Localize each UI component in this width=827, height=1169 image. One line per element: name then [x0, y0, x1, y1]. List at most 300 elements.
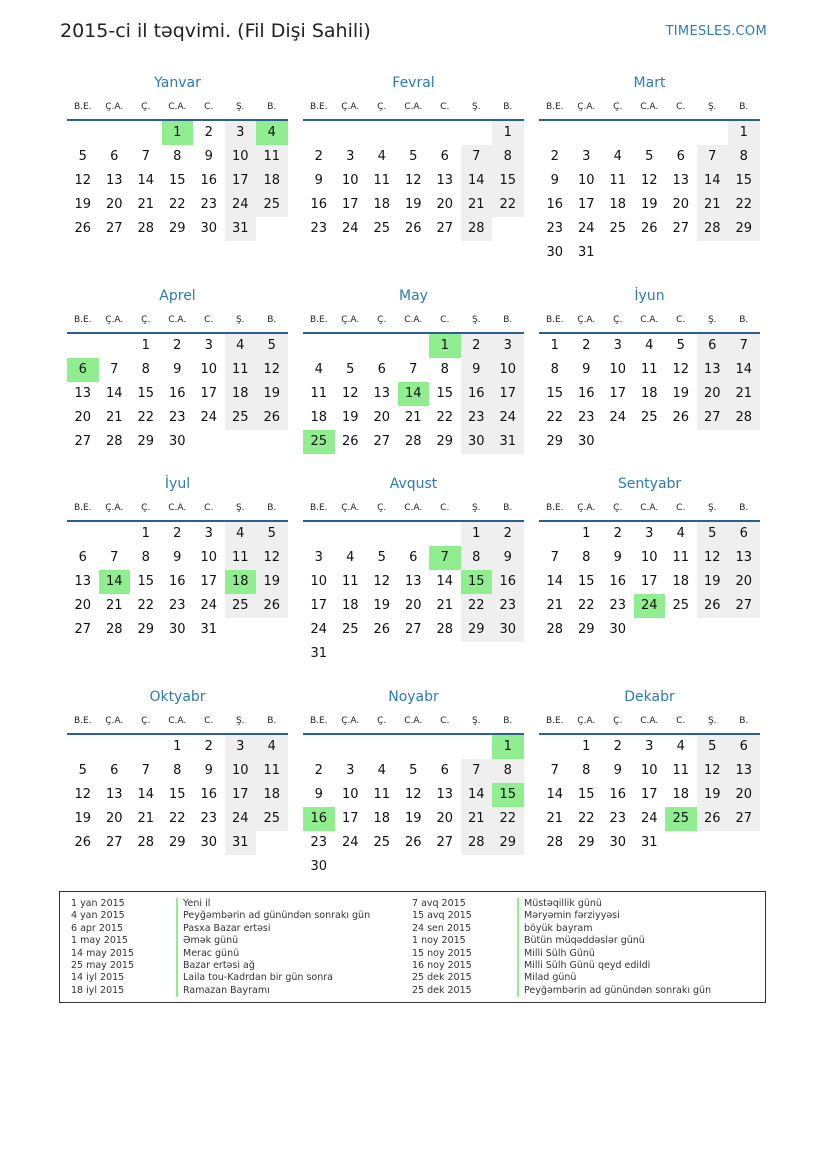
legend-date: 14 iyl 2015	[71, 972, 125, 984]
empty-cell	[398, 735, 430, 759]
legend-holiday-name: Əmək günü	[176, 935, 238, 947]
day-cell: 17	[341, 197, 359, 212]
day-cell: 16	[492, 570, 524, 594]
weekday-label: Ç.A.	[577, 101, 596, 112]
day-cell: 13	[728, 546, 760, 570]
day-cell: 10	[200, 550, 218, 565]
month-block	[303, 72, 524, 241]
day-grid	[303, 121, 524, 241]
day-cell: 26	[373, 622, 391, 637]
day-cell: 31	[640, 835, 658, 850]
day-cell: 17	[200, 386, 218, 401]
day-cell: 7	[409, 362, 418, 377]
day-cell: 6	[409, 550, 418, 565]
day-cell: 1	[550, 338, 559, 353]
day-cell: 20	[697, 382, 729, 406]
day-cell: 4	[225, 334, 257, 358]
day-cell: 25	[256, 193, 288, 217]
weekday-label: Ç.	[377, 502, 387, 513]
day-cell: 22	[168, 811, 186, 826]
day-cell: 20	[728, 570, 760, 594]
day-cell: 24	[577, 221, 595, 236]
legend-holiday-name: Laila tou-Kadrdan bir gün sonra	[176, 972, 333, 984]
day-cell: 2	[173, 526, 182, 541]
day-cell: 11	[256, 145, 288, 169]
day-cell: 30	[168, 434, 186, 449]
holiday-day-cell: 18	[225, 570, 257, 594]
weekday-label: C.A.	[640, 101, 659, 112]
day-cell: 9	[204, 149, 213, 164]
day-cell: 29	[577, 835, 595, 850]
month-name: İyun	[634, 288, 665, 304]
day-cell: 21	[105, 598, 123, 613]
empty-cell	[67, 121, 99, 145]
legend-holiday-name: Ramazan Bayramı	[176, 985, 270, 997]
holiday-day-cell: 1	[492, 735, 524, 759]
day-cell: 8	[440, 362, 449, 377]
day-cell: 12	[341, 386, 359, 401]
day-cell: 3	[346, 149, 355, 164]
weekday-label: Ç.	[141, 502, 151, 513]
day-cell: 12	[404, 173, 422, 188]
day-cell: 21	[137, 197, 155, 212]
weekday-label: C.	[204, 715, 214, 726]
day-cell: 4	[346, 550, 355, 565]
day-cell: 17	[640, 574, 658, 589]
holiday-day-cell: 1	[162, 121, 194, 145]
weekday-label: C.	[676, 502, 686, 513]
day-cell: 23	[310, 221, 328, 236]
day-cell: 19	[256, 570, 288, 594]
weekday-label: C.A.	[404, 101, 423, 112]
weekday-label: B.E.	[309, 314, 328, 325]
day-cell: 1	[582, 739, 591, 754]
weekday-label: C.	[204, 314, 214, 325]
day-cell: 16	[168, 574, 186, 589]
day-cell: 31	[225, 217, 257, 241]
day-cell: 3	[225, 121, 257, 145]
day-cell: 3	[613, 338, 622, 353]
day-cell: 24	[492, 406, 524, 430]
month-block	[67, 72, 288, 241]
day-cell: 3	[582, 149, 591, 164]
day-cell: 26	[697, 807, 729, 831]
weekday-label: B.	[739, 715, 749, 726]
month-block	[303, 686, 524, 879]
day-cell: 18	[256, 783, 288, 807]
legend-date: 1 yan 2015	[71, 898, 125, 909]
day-cell: 5	[346, 362, 355, 377]
weekday-label: B.E.	[545, 502, 564, 513]
brand-link[interactable]: TIMESLES.COM	[665, 24, 767, 39]
day-cell: 6	[110, 149, 119, 164]
day-cell: 16	[609, 574, 627, 589]
weekday-label: B.	[739, 502, 749, 513]
day-cell: 19	[672, 386, 690, 401]
empty-cell	[571, 121, 603, 145]
day-cell: 11	[640, 362, 658, 377]
day-cell: 22	[168, 197, 186, 212]
day-cell: 29	[137, 434, 155, 449]
empty-cell	[130, 735, 162, 759]
legend-holiday-name: Məryəmin fərziyyəsi	[517, 910, 620, 922]
day-cell: 13	[105, 173, 123, 188]
day-cell: 11	[310, 386, 328, 401]
holiday-day-cell: 1	[429, 334, 461, 358]
day-cell: 11	[225, 546, 257, 570]
day-cell: 16	[200, 173, 218, 188]
day-cell: 14	[697, 169, 729, 193]
day-cell: 10	[225, 145, 257, 169]
day-cell: 9	[582, 362, 591, 377]
day-cell: 12	[640, 173, 658, 188]
day-cell: 22	[461, 594, 493, 618]
empty-cell	[99, 735, 131, 759]
day-cell: 14	[436, 574, 454, 589]
day-cell: 26	[672, 410, 690, 425]
day-cell: 8	[492, 145, 524, 169]
legend-holiday-name: Bazar ertəsi ağ	[176, 960, 255, 972]
day-cell: 25	[373, 221, 391, 236]
day-cell: 24	[609, 410, 627, 425]
day-cell: 22	[436, 410, 454, 425]
day-cell: 18	[373, 811, 391, 826]
weekday-label: Ç.A.	[341, 502, 360, 513]
day-cell: 25	[640, 410, 658, 425]
empty-cell	[602, 121, 634, 145]
day-cell: 9	[314, 787, 323, 802]
weekday-label: C.A.	[168, 715, 187, 726]
holiday-day-cell: 14	[99, 570, 131, 594]
weekday-label: B.E.	[545, 715, 564, 726]
month-name: Fevral	[392, 75, 435, 91]
day-cell: 14	[728, 358, 760, 382]
day-cell: 16	[609, 787, 627, 802]
day-cell: 19	[697, 570, 729, 594]
day-cell: 13	[436, 787, 454, 802]
day-cell: 8	[550, 362, 559, 377]
weekday-label: C.	[676, 314, 686, 325]
day-cell: 7	[550, 550, 559, 565]
day-cell: 10	[492, 358, 524, 382]
weekday-label: Ş.	[471, 101, 481, 112]
day-cell: 20	[436, 811, 454, 826]
holiday-day-cell: 7	[429, 546, 461, 570]
day-cell: 10	[200, 362, 218, 377]
weekday-label: Ç.A.	[105, 101, 124, 112]
day-cell: 11	[672, 550, 690, 565]
empty-cell	[99, 334, 131, 358]
day-cell: 18	[672, 787, 690, 802]
weekday-label: B.	[267, 314, 277, 325]
day-cell: 13	[74, 574, 92, 589]
weekday-label: B.E.	[73, 314, 92, 325]
page-title: 2015-ci il təqvimi. (Fil Dişi Sahili)	[60, 20, 371, 42]
empty-cell	[539, 522, 571, 546]
empty-cell	[335, 522, 367, 546]
day-cell: 2	[204, 125, 213, 140]
day-cell: 1	[728, 121, 760, 145]
day-cell: 28	[546, 622, 564, 637]
day-cell: 10	[640, 763, 658, 778]
empty-cell	[67, 522, 99, 546]
day-cell: 28	[436, 622, 454, 637]
legend-date: 1 noy 2015	[412, 935, 466, 947]
day-cell: 24	[200, 410, 218, 425]
weekday-label: Ç.A.	[341, 314, 360, 325]
day-cell: 20	[74, 598, 92, 613]
day-cell: 19	[697, 783, 729, 807]
day-cell: 20	[404, 598, 422, 613]
day-cell: 13	[74, 386, 92, 401]
day-cell: 30	[200, 221, 218, 236]
holiday-day-cell: 25	[665, 807, 697, 831]
day-cell: 30	[168, 622, 186, 637]
day-cell: 15	[546, 386, 564, 401]
day-cell: 31	[225, 831, 257, 855]
day-cell: 15	[728, 169, 760, 193]
day-cell: 26	[404, 221, 422, 236]
weekday-header	[303, 495, 524, 522]
weekday-label: C.A.	[404, 715, 423, 726]
day-cell: 16	[577, 386, 595, 401]
day-cell: 16	[168, 386, 186, 401]
day-cell: 25	[225, 406, 257, 430]
day-cell: 4	[676, 526, 685, 541]
empty-cell	[366, 522, 398, 546]
day-cell: 11	[672, 763, 690, 778]
empty-cell	[335, 121, 367, 145]
month-name: Sentyabr	[617, 476, 682, 492]
legend-date: 6 apr 2015	[71, 922, 124, 934]
day-cell: 5	[78, 149, 87, 164]
day-cell: 19	[256, 382, 288, 406]
day-cell: 22	[492, 193, 524, 217]
day-cell: 8	[173, 763, 182, 778]
day-grid	[303, 522, 524, 666]
empty-cell	[99, 121, 131, 145]
weekday-label: B.E.	[73, 101, 92, 112]
holiday-day-cell: 15	[461, 570, 493, 594]
day-cell: 24	[640, 811, 658, 826]
weekday-label: Ç.	[141, 101, 151, 112]
day-cell: 9	[173, 362, 182, 377]
day-cell: 1	[461, 522, 493, 546]
legend-holiday-name: Yeni il	[176, 898, 210, 910]
day-cell: 20	[373, 410, 391, 425]
weekday-label: Ç.A.	[341, 715, 360, 726]
day-cell: 9	[613, 763, 622, 778]
day-cell: 13	[697, 358, 729, 382]
weekday-label: C.A.	[404, 314, 423, 325]
day-cell: 6	[440, 149, 449, 164]
day-cell: 25	[609, 221, 627, 236]
weekday-label: B.E.	[73, 502, 92, 513]
day-cell: 21	[105, 410, 123, 425]
empty-cell	[303, 522, 335, 546]
day-cell: 15	[577, 787, 595, 802]
day-cell: 26	[256, 594, 288, 618]
day-cell: 23	[168, 598, 186, 613]
weekday-label: C.	[676, 101, 686, 112]
day-cell: 30	[492, 618, 524, 642]
day-cell: 4	[377, 149, 386, 164]
legend-holiday-name: Milli Sülh Günü qeyd edildi	[517, 960, 650, 972]
holiday-day-cell: 25	[303, 430, 335, 454]
month-name: İyul	[164, 476, 191, 492]
day-cell: 5	[697, 735, 729, 759]
weekday-label: C.A.	[168, 502, 187, 513]
day-cell: 30	[200, 835, 218, 850]
day-cell: 21	[728, 382, 760, 406]
weekday-label: B.E.	[545, 101, 564, 112]
legend-holiday-name: Milli Sülh Günü	[517, 948, 595, 960]
day-cell: 23	[461, 406, 493, 430]
empty-cell	[303, 121, 335, 145]
day-cell: 5	[78, 763, 87, 778]
legend-date: 16 noy 2015	[412, 959, 472, 971]
empty-cell	[366, 735, 398, 759]
day-cell: 18	[341, 598, 359, 613]
weekday-label: B.E.	[73, 715, 92, 726]
day-cell: 20	[105, 811, 123, 826]
day-cell: 20	[436, 197, 454, 212]
empty-cell	[429, 735, 461, 759]
day-cell: 19	[640, 197, 658, 212]
legend-holiday-name: Pasxa Bazar ertəsi	[176, 923, 271, 935]
day-cell: 6	[110, 763, 119, 778]
empty-cell	[634, 121, 666, 145]
empty-cell	[461, 121, 493, 145]
day-cell: 23	[310, 835, 328, 850]
day-cell: 28	[546, 835, 564, 850]
empty-cell	[665, 121, 697, 145]
day-cell: 17	[200, 574, 218, 589]
day-grid	[67, 121, 288, 241]
day-cell: 15	[137, 574, 155, 589]
day-cell: 11	[373, 173, 391, 188]
weekday-header	[539, 708, 760, 735]
legend-holiday-name: böyük bayram	[517, 923, 592, 935]
legend-date: 15 noy 2015	[412, 947, 472, 959]
weekday-label: Ç.	[377, 314, 387, 325]
day-cell: 2	[314, 763, 323, 778]
holiday-day-cell: 16	[303, 807, 335, 831]
day-cell: 3	[225, 735, 257, 759]
day-cell: 27	[105, 835, 123, 850]
day-cell: 9	[550, 173, 559, 188]
day-cell: 17	[577, 197, 595, 212]
day-cell: 4	[613, 149, 622, 164]
day-cell: 6	[728, 522, 760, 546]
weekday-label: Ş.	[235, 715, 245, 726]
weekday-label: Ç.	[613, 314, 623, 325]
day-cell: 29	[436, 434, 454, 449]
weekday-header	[539, 307, 760, 334]
day-cell: 15	[577, 574, 595, 589]
weekday-label: B.	[267, 502, 277, 513]
legend-date: 7 avq 2015	[412, 898, 466, 909]
weekday-label: Ç.	[377, 101, 387, 112]
day-cell: 14	[137, 787, 155, 802]
day-cell: 9	[613, 550, 622, 565]
weekday-label: Ç.	[377, 715, 387, 726]
day-cell: 14	[546, 787, 564, 802]
day-cell: 27	[74, 434, 92, 449]
day-cell: 3	[645, 526, 654, 541]
empty-cell	[366, 334, 398, 358]
day-cell: 17	[225, 783, 257, 807]
day-cell: 5	[409, 149, 418, 164]
day-cell: 12	[74, 787, 92, 802]
day-cell: 14	[105, 386, 123, 401]
day-cell: 28	[105, 622, 123, 637]
day-cell: 26	[640, 221, 658, 236]
month-block	[67, 285, 288, 454]
day-cell: 26	[256, 406, 288, 430]
month-name: Noyabr	[388, 689, 439, 705]
day-cell: 13	[436, 173, 454, 188]
weekday-label: C.	[440, 314, 450, 325]
weekday-header	[303, 708, 524, 735]
weekday-label: C.A.	[640, 314, 659, 325]
day-cell: 12	[697, 759, 729, 783]
day-cell: 20	[728, 783, 760, 807]
day-cell: 15	[492, 169, 524, 193]
day-cell: 21	[546, 811, 564, 826]
day-cell: 23	[609, 598, 627, 613]
day-cell: 18	[373, 197, 391, 212]
day-cell: 19	[74, 811, 92, 826]
legend-date: 18 iyl 2015	[71, 984, 125, 996]
weekday-header	[67, 307, 288, 334]
day-cell: 24	[341, 835, 359, 850]
day-cell: 24	[200, 598, 218, 613]
day-cell: 28	[105, 434, 123, 449]
day-cell: 17	[640, 787, 658, 802]
empty-cell	[461, 735, 493, 759]
weekday-label: Ç.	[613, 715, 623, 726]
day-cell: 1	[141, 526, 150, 541]
day-cell: 19	[74, 197, 92, 212]
day-cell: 6	[78, 550, 87, 565]
day-cell: 30	[461, 430, 493, 454]
day-cell: 4	[645, 338, 654, 353]
day-cell: 3	[346, 763, 355, 778]
holiday-day-cell: 14	[398, 382, 430, 406]
weekday-label: B.	[739, 314, 749, 325]
day-cell: 22	[137, 598, 155, 613]
legend-holiday-name: Müstəqillik günü	[517, 898, 602, 910]
weekday-label: Ç.	[141, 314, 151, 325]
day-cell: 31	[492, 430, 524, 454]
weekday-label: Ş.	[471, 715, 481, 726]
day-cell: 2	[492, 522, 524, 546]
day-cell: 24	[225, 193, 257, 217]
day-cell: 12	[256, 358, 288, 382]
day-cell: 5	[377, 550, 386, 565]
day-cell: 25	[225, 594, 257, 618]
day-cell: 10	[310, 574, 328, 589]
day-cell: 27	[672, 221, 690, 236]
day-cell: 3	[492, 334, 524, 358]
weekday-label: Ç.A.	[577, 502, 596, 513]
day-cell: 10	[225, 759, 257, 783]
day-cell: 20	[105, 197, 123, 212]
empty-cell	[697, 121, 729, 145]
weekday-header	[67, 495, 288, 522]
day-cell: 30	[609, 835, 627, 850]
